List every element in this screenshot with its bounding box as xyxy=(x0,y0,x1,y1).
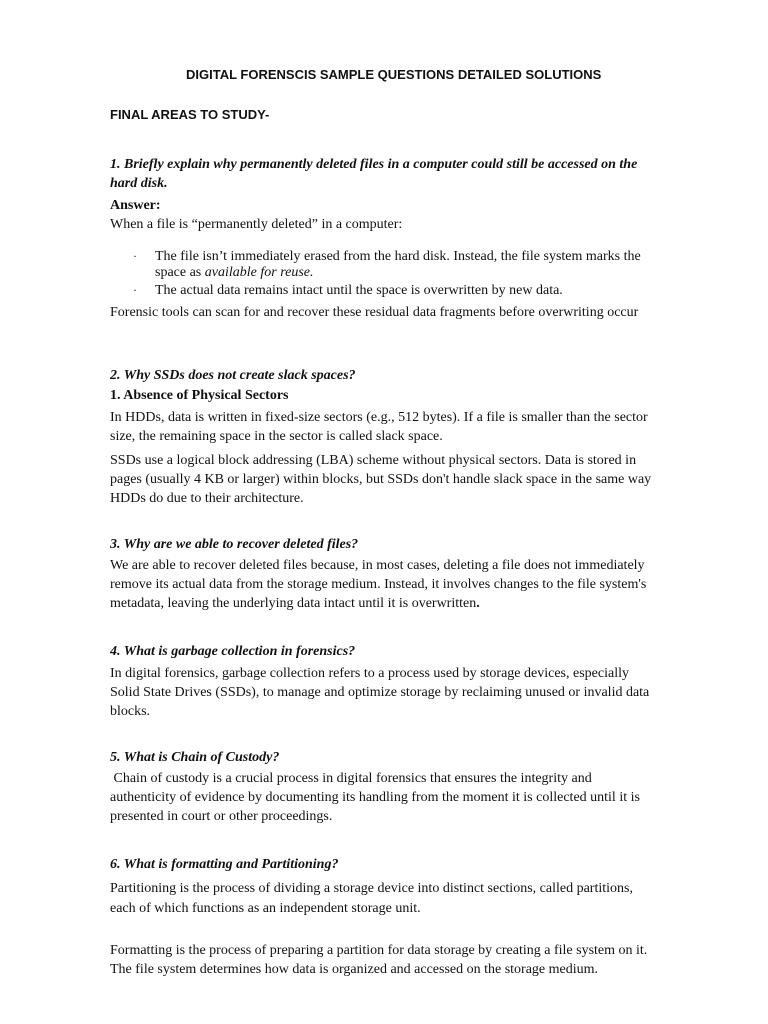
question-6-p1-line-2: each of which functions as an independent storage unit. xyxy=(110,901,421,916)
section-heading: FINAL AREAS TO STUDY- xyxy=(110,107,270,122)
bullet-1-line-2 xyxy=(155,263,314,282)
question-2-p1-line-1: In HDDs, data is written in fixed-size sectors (e.g., 512 bytes). If a file is smaller than the sector xyxy=(110,410,648,425)
question-6: 6. What is formatting and Partitioning? xyxy=(110,857,339,872)
question-3: 3. Why are we able to recover deleted files? xyxy=(110,537,359,552)
bullet-1-line-2-text: space as xyxy=(155,265,205,280)
answer-intro: When a file is “permanently deleted” in a computer: xyxy=(110,217,403,232)
question-3-line-3 xyxy=(110,594,480,613)
answer-label: Answer: xyxy=(110,198,161,213)
question-3-line-1: We are able to recover deleted files because, in most cases, deleting a file does not immediately xyxy=(110,558,645,573)
question-4-line-2: Solid State Drives (SSDs), to manage and optimize storage by reclaiming unused or invalid data xyxy=(110,685,650,700)
question-2-p1-line-2: size, the remaining space in the sector is called slack space. xyxy=(110,429,443,444)
bullet-2-text: The actual data remains intact until the space is overwritten by new data. xyxy=(155,283,563,298)
question-4: 4. What is garbage collection in forensics? xyxy=(110,644,356,659)
question-3-line-3-period: . xyxy=(476,596,480,611)
bullet-1-line-2-emphasis: available for reuse. xyxy=(204,265,314,280)
question-2-p2-line-3: HDDs do due to their architecture. xyxy=(110,491,304,506)
question-2-p2-line-2: pages (usually 4 KB or larger) within blocks, but SSDs don't handle slack space in the same way xyxy=(110,472,652,487)
bullet-1-marker: · xyxy=(133,249,137,263)
question-4-line-3: blocks. xyxy=(110,704,151,719)
bullet-2-marker: · xyxy=(133,283,137,297)
question-1-line-2: hard disk. xyxy=(110,176,168,191)
answer-closing: Forensic tools can scan for and recover these residual data fragments before overwriting occur xyxy=(110,305,639,320)
question-5-line-1: Chain of custody is a crucial process in digital forensics that ensures the integrity and xyxy=(110,771,592,786)
document-title: DIGITAL FORENSCIS SAMPLE QUESTIONS DETAILED SOLUTIONS xyxy=(186,67,602,82)
question-5-line-3: presented in court or other proceedings. xyxy=(110,809,333,824)
question-6-p2-line-1: Formatting is the process of preparing a partition for data storage by creating a file system on it. xyxy=(110,943,648,958)
question-5-line-2: authenticity of evidence by documenting its handling from the moment it is collected until it is xyxy=(110,790,640,805)
question-5: 5. What is Chain of Custody? xyxy=(110,750,280,765)
question-1-line-1: 1. Briefly explain why permanently deleted files in a computer could still be accessed on the xyxy=(110,157,638,172)
question-4-line-1: In digital forensics, garbage collection refers to a process used by storage devices, especially xyxy=(110,666,629,681)
question-3-line-3-text: metadata, leaving the underlying data intact until it is overwritten xyxy=(110,596,477,611)
question-2-p2-line-1: SSDs use a logical block addressing (LBA) scheme without physical sectors. Data is stored in xyxy=(110,453,637,468)
question-2-subheading: 1. Absence of Physical Sectors xyxy=(110,388,289,403)
question-3-line-2: remove its actual data from the storage medium. Instead, it involves changes to the file system's xyxy=(110,577,647,592)
question-6-p2-line-2: The file system determines how data is organized and accessed on the storage medium. xyxy=(110,962,599,977)
question-2: 2. Why SSDs does not create slack spaces? xyxy=(110,368,356,383)
bullet-1-line-1: The file isn’t immediately erased from the hard disk. Instead, the file system marks the xyxy=(155,249,641,264)
question-6-p1-line-1: Partitioning is the process of dividing a storage device into distinct sections, called partitions, xyxy=(110,881,633,896)
